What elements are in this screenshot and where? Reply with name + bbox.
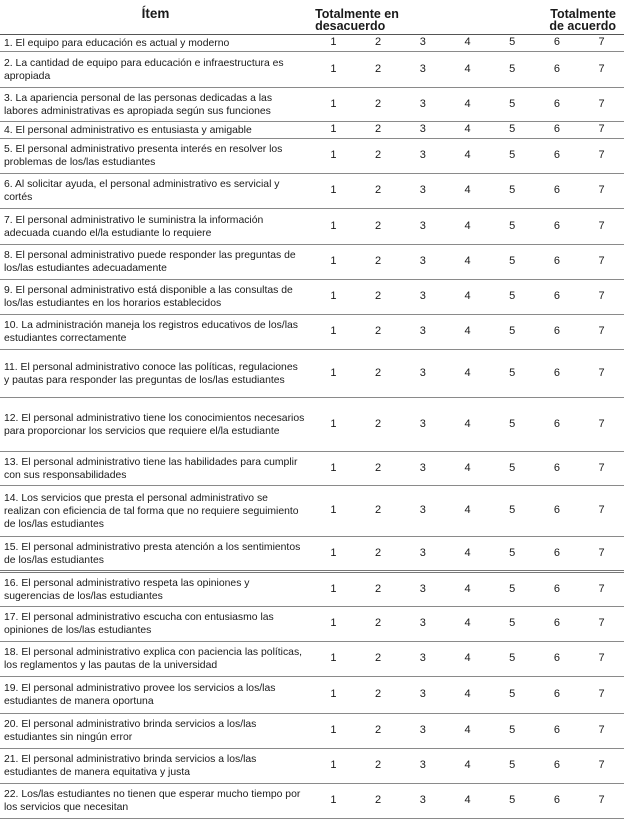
table-row <box>0 279 624 314</box>
table-row <box>0 138 624 173</box>
item-text: 17. El personal administrativo escucha con entusiasmo las opiniones de los/las estudiantes <box>0 606 311 641</box>
scale-value-5: 5 <box>490 51 535 87</box>
scale-value-2: 2 <box>356 314 401 349</box>
scale-value-1: 1 <box>311 173 356 208</box>
scale-value-5: 5 <box>490 676 535 713</box>
scale-value-1: 1 <box>311 121 356 138</box>
scale-value-5: 5 <box>490 314 535 349</box>
scale-value-5: 5 <box>490 244 535 279</box>
item-text: 10. La administración maneja los registros educativos de los/las estudiantes correctamente <box>0 314 311 349</box>
item-text: 1. El equipo para educación es actual y moderno <box>0 34 311 51</box>
scale-value-6: 6 <box>535 87 580 121</box>
table-row <box>0 87 624 121</box>
scale-value-5: 5 <box>490 279 535 314</box>
table-row <box>0 397 624 451</box>
scale-value-4: 4 <box>445 173 490 208</box>
table-row <box>0 173 624 208</box>
scale-value-5: 5 <box>490 485 535 536</box>
scale-value-7: 7 <box>579 349 624 397</box>
scale-value-3: 3 <box>400 34 445 51</box>
item-text: 14. Los servicios que presta el personal administrativo se realizan con eficiencia de tal forma que no requiere seguimiento de los/las estudiantes <box>0 485 311 536</box>
scale-value-1: 1 <box>311 279 356 314</box>
scale-value-4: 4 <box>445 34 490 51</box>
scale-value-5: 5 <box>490 783 535 818</box>
scale-value-2: 2 <box>356 536 401 571</box>
scale-value-1: 1 <box>311 244 356 279</box>
item-text: 13. El personal administrativo tiene las habilidades para cumplir con sus responsabilidades <box>0 451 311 485</box>
scale-value-7: 7 <box>579 87 624 121</box>
scale-value-1: 1 <box>311 314 356 349</box>
table-row <box>0 121 624 138</box>
table-row <box>0 208 624 244</box>
item-text: 3. La apariencia personal de las personas dedicadas a las labores administrativas es apropiada según sus funciones <box>0 87 311 121</box>
scale-value-7: 7 <box>579 606 624 641</box>
scale-value-4: 4 <box>445 748 490 783</box>
scale-value-7: 7 <box>579 34 624 51</box>
scale-value-2: 2 <box>356 51 401 87</box>
scale-value-2: 2 <box>356 713 401 748</box>
scale-value-6: 6 <box>535 606 580 641</box>
scale-value-1: 1 <box>311 571 356 606</box>
scale-value-4: 4 <box>445 397 490 451</box>
scale-value-3: 3 <box>400 606 445 641</box>
scale-value-1: 1 <box>311 87 356 121</box>
scale-value-3: 3 <box>400 51 445 87</box>
scale-value-2: 2 <box>356 349 401 397</box>
scale-value-4: 4 <box>445 713 490 748</box>
scale-value-2: 2 <box>356 279 401 314</box>
scale-value-6: 6 <box>535 349 580 397</box>
table-row <box>0 641 624 676</box>
scale-value-1: 1 <box>311 641 356 676</box>
item-text: 16. El personal administrativo respeta las opiniones y sugerencias de los/las estudiantes <box>0 571 311 606</box>
scale-value-4: 4 <box>445 208 490 244</box>
scale-value-3: 3 <box>400 279 445 314</box>
table-row <box>0 485 624 536</box>
scale-value-3: 3 <box>400 451 445 485</box>
scale-value-3: 3 <box>400 244 445 279</box>
scale-value-5: 5 <box>490 208 535 244</box>
scale-value-6: 6 <box>535 485 580 536</box>
scale-value-1: 1 <box>311 138 356 173</box>
scale-value-5: 5 <box>490 349 535 397</box>
table-row <box>0 783 624 818</box>
item-text: 8. El personal administrativo puede responder las preguntas de los/las estudiantes adecuadamente <box>0 244 311 279</box>
table-row <box>0 536 624 571</box>
scale-value-1: 1 <box>311 34 356 51</box>
scale-value-3: 3 <box>400 397 445 451</box>
scale-value-6: 6 <box>535 314 580 349</box>
scale-value-6: 6 <box>535 397 580 451</box>
item-text: 21. El personal administrativo brinda servicios a los/las estudiantes de manera equitativa y justa <box>0 748 311 783</box>
scale-value-1: 1 <box>311 208 356 244</box>
scale-value-7: 7 <box>579 51 624 87</box>
table-row <box>0 349 624 397</box>
table-body <box>0 34 624 818</box>
item-text: 5. El personal administrativo presenta interés en resolver los problemas de los/las estudiantes <box>0 138 311 173</box>
scale-value-4: 4 <box>445 279 490 314</box>
item-text: 20. El personal administrativo brinda servicios a los/las estudiantes sin ningún error <box>0 713 311 748</box>
scale-value-2: 2 <box>356 34 401 51</box>
scale-value-2: 2 <box>356 451 401 485</box>
item-text: 11. El personal administrativo conoce las políticas, regulaciones y pautas para responder las preguntas de los/las estudiantes <box>0 349 311 397</box>
scale-value-2: 2 <box>356 121 401 138</box>
scale-value-5: 5 <box>490 713 535 748</box>
scale-value-7: 7 <box>579 783 624 818</box>
scale-value-7: 7 <box>579 641 624 676</box>
scale-value-4: 4 <box>445 51 490 87</box>
item-text: 18. El personal administrativo explica con paciencia las políticas, los reglamentos y las pautas de la universidad <box>0 641 311 676</box>
scale-value-3: 3 <box>400 676 445 713</box>
scale-value-3: 3 <box>400 783 445 818</box>
scale-value-6: 6 <box>535 748 580 783</box>
scale-value-4: 4 <box>445 783 490 818</box>
item-text: 4. El personal administrativo es entusiasta y amigable <box>0 121 311 138</box>
table-row <box>0 713 624 748</box>
scale-value-1: 1 <box>311 451 356 485</box>
scale-value-1: 1 <box>311 676 356 713</box>
scale-value-4: 4 <box>445 451 490 485</box>
scale-value-5: 5 <box>490 138 535 173</box>
scale-value-1: 1 <box>311 485 356 536</box>
scale-value-2: 2 <box>356 571 401 606</box>
scale-value-2: 2 <box>356 138 401 173</box>
header-right-anchor: Totalmente de acuerdo <box>549 6 616 33</box>
scale-value-1: 1 <box>311 606 356 641</box>
scale-value-2: 2 <box>356 244 401 279</box>
scale-value-2: 2 <box>356 173 401 208</box>
scale-value-7: 7 <box>579 279 624 314</box>
scale-value-7: 7 <box>579 314 624 349</box>
scale-value-4: 4 <box>445 571 490 606</box>
scale-value-7: 7 <box>579 571 624 606</box>
scale-value-6: 6 <box>535 138 580 173</box>
item-text: 9. El personal administrativo está disponible a las consultas de los/las estudiantes en los horarios establecidos <box>0 279 311 314</box>
scale-value-1: 1 <box>311 783 356 818</box>
header-item: Ítem <box>141 6 170 21</box>
scale-value-7: 7 <box>579 748 624 783</box>
scale-value-1: 1 <box>311 713 356 748</box>
scale-value-6: 6 <box>535 536 580 571</box>
scale-value-3: 3 <box>400 748 445 783</box>
scale-value-7: 7 <box>579 244 624 279</box>
scale-value-5: 5 <box>490 641 535 676</box>
scale-value-3: 3 <box>400 121 445 138</box>
scale-value-5: 5 <box>490 606 535 641</box>
scale-value-6: 6 <box>535 173 580 208</box>
scale-value-6: 6 <box>535 121 580 138</box>
item-text: 12. El personal administrativo tiene los conocimientos necesarios para proporcionar los servicios que requiere el/la estudiante <box>0 397 311 451</box>
scale-value-1: 1 <box>311 349 356 397</box>
table-row <box>0 571 624 606</box>
scale-value-7: 7 <box>579 536 624 571</box>
scale-value-7: 7 <box>579 676 624 713</box>
scale-value-2: 2 <box>356 676 401 713</box>
scale-value-2: 2 <box>356 641 401 676</box>
scale-value-6: 6 <box>535 244 580 279</box>
scale-value-4: 4 <box>445 138 490 173</box>
item-text: 15. El personal administrativo presta atención a los sentimientos de los/las estudiantes <box>0 536 311 571</box>
table-row <box>0 244 624 279</box>
scale-value-7: 7 <box>579 208 624 244</box>
scale-value-6: 6 <box>535 713 580 748</box>
header-left-anchor: Totalmente en desacuerdo <box>315 6 399 33</box>
scale-value-3: 3 <box>400 641 445 676</box>
scale-value-3: 3 <box>400 314 445 349</box>
scale-value-7: 7 <box>579 138 624 173</box>
scale-value-4: 4 <box>445 606 490 641</box>
scale-value-1: 1 <box>311 397 356 451</box>
table-row <box>0 748 624 783</box>
scale-value-6: 6 <box>535 208 580 244</box>
scale-value-6: 6 <box>535 676 580 713</box>
scale-value-5: 5 <box>490 173 535 208</box>
table-row <box>0 676 624 713</box>
scale-value-7: 7 <box>579 121 624 138</box>
scale-value-6: 6 <box>535 279 580 314</box>
header-row <box>0 0 624 34</box>
scale-value-7: 7 <box>579 713 624 748</box>
scale-value-3: 3 <box>400 138 445 173</box>
scale-value-3: 3 <box>400 713 445 748</box>
scale-value-4: 4 <box>445 676 490 713</box>
item-text: 2. La cantidad de equipo para educación e infraestructura es apropiada <box>0 51 311 87</box>
scale-value-3: 3 <box>400 485 445 536</box>
scale-value-1: 1 <box>311 51 356 87</box>
scale-value-1: 1 <box>311 536 356 571</box>
scale-value-5: 5 <box>490 121 535 138</box>
scale-value-4: 4 <box>445 349 490 397</box>
scale-value-5: 5 <box>490 451 535 485</box>
scale-value-5: 5 <box>490 536 535 571</box>
table-row <box>0 451 624 485</box>
table-row <box>0 51 624 87</box>
scale-value-2: 2 <box>356 748 401 783</box>
scale-value-7: 7 <box>579 173 624 208</box>
item-text: 19. El personal administrativo provee los servicios a los/las estudiantes de manera oportuna <box>0 676 311 713</box>
scale-value-2: 2 <box>356 606 401 641</box>
scale-value-5: 5 <box>490 571 535 606</box>
table-row <box>0 34 624 51</box>
scale-value-4: 4 <box>445 121 490 138</box>
scale-value-5: 5 <box>490 87 535 121</box>
scale-value-5: 5 <box>490 748 535 783</box>
scale-value-3: 3 <box>400 208 445 244</box>
item-text: 22. Los/las estudiantes no tienen que esperar mucho tiempo por los servicios que necesitan <box>0 783 311 818</box>
scale-value-3: 3 <box>400 349 445 397</box>
scale-value-7: 7 <box>579 485 624 536</box>
scale-value-6: 6 <box>535 451 580 485</box>
scale-value-5: 5 <box>490 397 535 451</box>
scale-value-2: 2 <box>356 485 401 536</box>
scale-value-6: 6 <box>535 34 580 51</box>
scale-value-3: 3 <box>400 87 445 121</box>
scale-value-2: 2 <box>356 208 401 244</box>
scale-value-4: 4 <box>445 641 490 676</box>
scale-value-4: 4 <box>445 87 490 121</box>
scale-value-3: 3 <box>400 536 445 571</box>
scale-value-1: 1 <box>311 748 356 783</box>
scale-value-6: 6 <box>535 51 580 87</box>
scale-value-3: 3 <box>400 571 445 606</box>
scale-value-2: 2 <box>356 87 401 121</box>
scale-value-7: 7 <box>579 451 624 485</box>
table-row <box>0 314 624 349</box>
scale-value-4: 4 <box>445 314 490 349</box>
scale-value-6: 6 <box>535 783 580 818</box>
scale-value-4: 4 <box>445 485 490 536</box>
scale-value-6: 6 <box>535 571 580 606</box>
scale-value-2: 2 <box>356 783 401 818</box>
item-text: 6. Al solicitar ayuda, el personal administrativo es servicial y cortés <box>0 173 311 208</box>
scale-value-6: 6 <box>535 641 580 676</box>
scale-value-2: 2 <box>356 397 401 451</box>
scale-value-3: 3 <box>400 173 445 208</box>
scale-value-5: 5 <box>490 34 535 51</box>
scale-value-4: 4 <box>445 536 490 571</box>
scale-value-7: 7 <box>579 397 624 451</box>
item-text: 7. El personal administrativo le suministra la información adecuada cuando el/la estudiante lo requiere <box>0 208 311 244</box>
scale-value-4: 4 <box>445 244 490 279</box>
table-row <box>0 606 624 641</box>
